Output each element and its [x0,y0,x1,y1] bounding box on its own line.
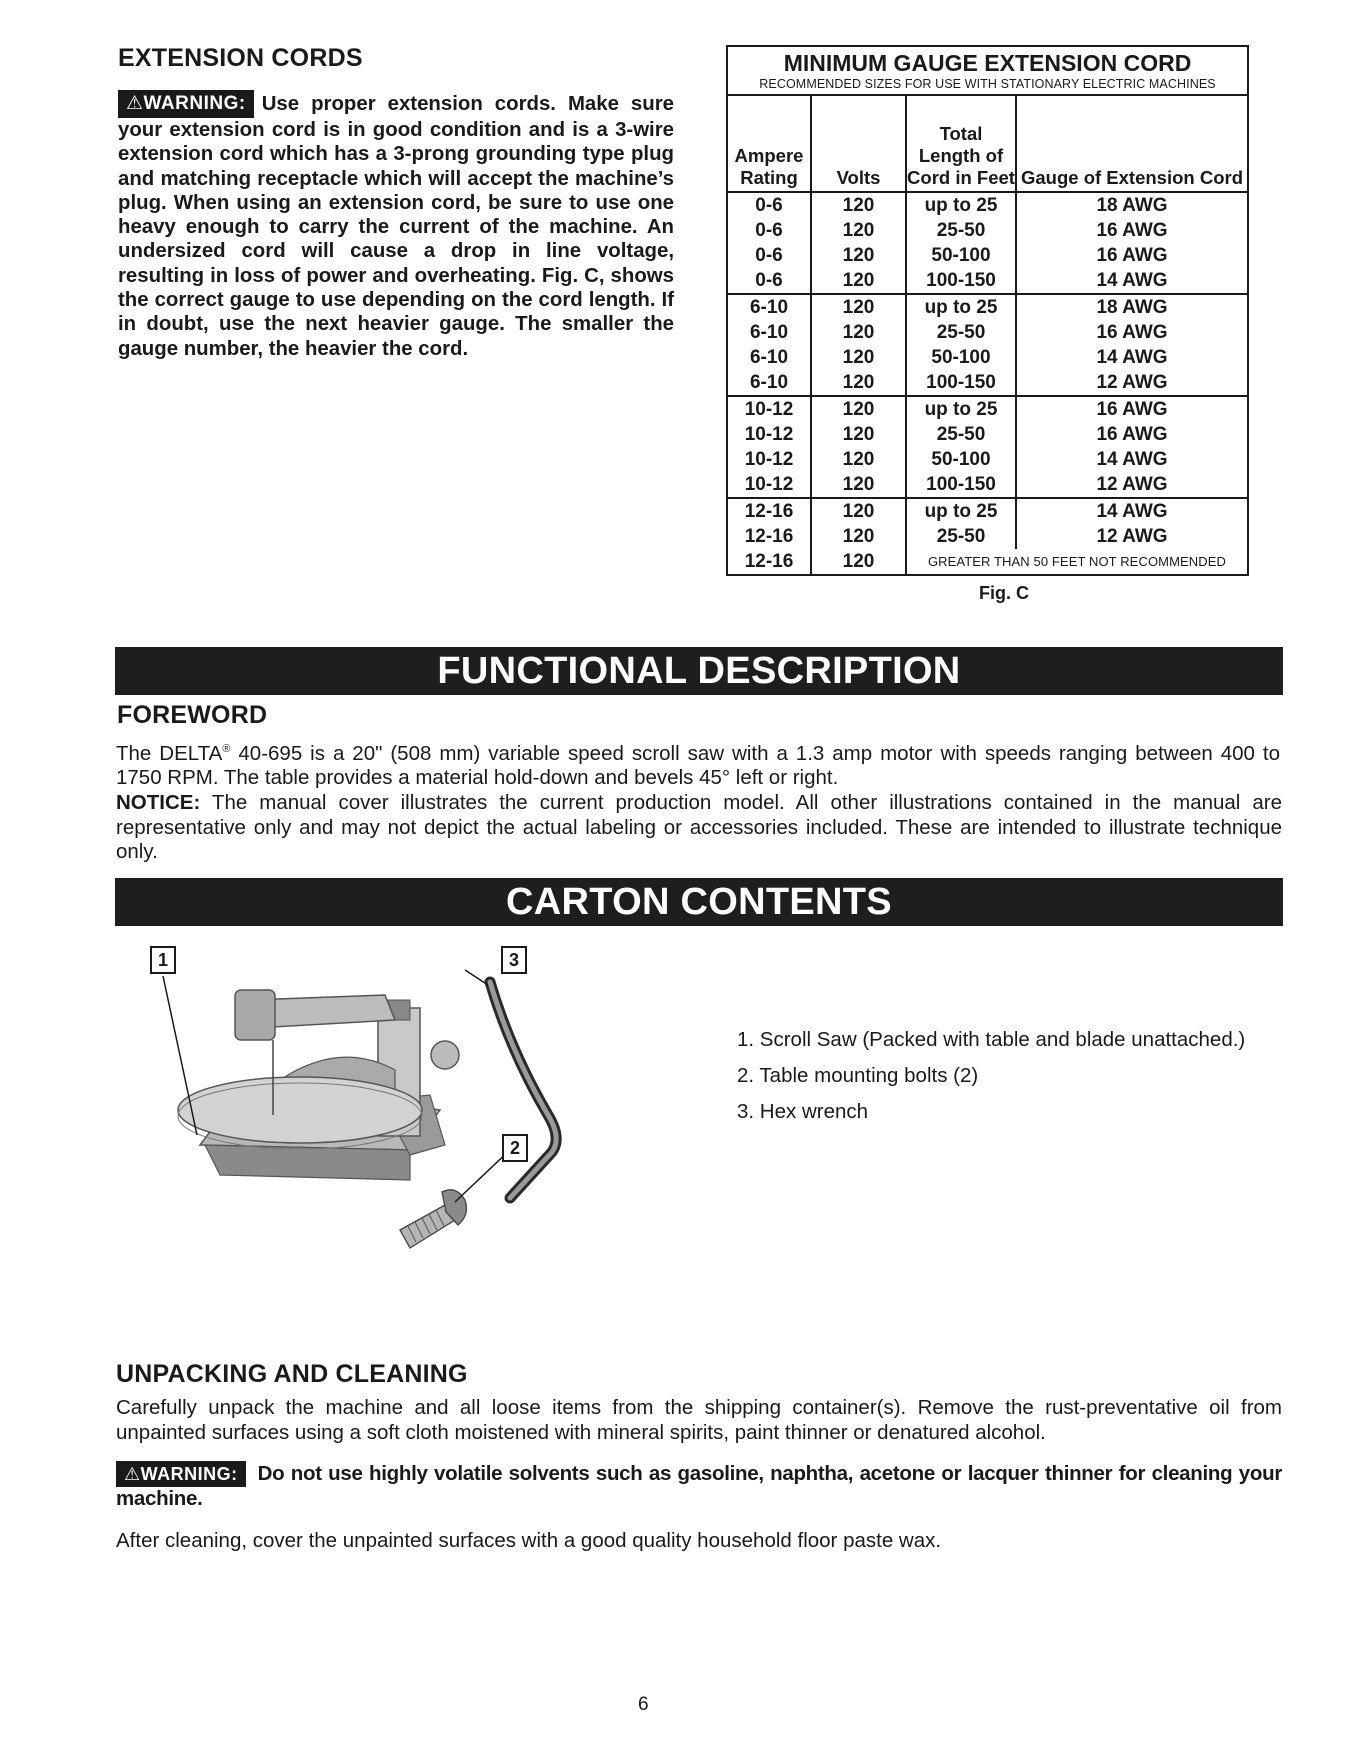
table-cell: 16 AWG [1096,322,1168,343]
table-cell: 0-6 [728,268,812,293]
notice-paragraph [116,791,1282,865]
table-cell: 6-10 [728,320,812,345]
table-row [728,243,1247,268]
notice-text: The manual cover illustrates the current production model. All other illustrations contained in the manual are representative only and may not depict the actual labeling or accessories included. These are intended to illustrate technique only. [116,791,1282,863]
table-cell: 10-12 [728,397,812,422]
table-cell: GREATER THAN 50 FEET NOT RECOMMENDED [927,554,1227,569]
extension-cords-heading: EXTENSION CORDS [118,44,363,72]
table-cell: up to 25 [907,397,1017,422]
table-cell: up to 25 [907,295,1017,320]
registered-mark: ® [222,743,231,755]
table-cell: 25-50 [907,422,1017,447]
unpacking-paragraph: Carefully unpack the machine and all loose items from the shipping container(s). Remove the rust-preventative oil from unpainted surfaces using a soft cloth moistened with mineral spirits, paint thinner or denatured alcohol. [116,1396,1282,1444]
table-row [728,447,1247,472]
table-cell: 0-6 [728,193,812,218]
table-cell: 100-150 [907,472,1017,497]
carton-contents-illustration [110,930,670,1260]
table-row [728,524,1247,549]
foreword-text-end: 40-695 is a 20" (508 mm) variable speed scroll saw with a 1.3 amp motor with speeds ranging between 400 to 1750 RPM. The table provides a material hold-down and bevels 45° left or right. [116,741,1280,790]
table-cell: 120 [812,268,907,293]
table-cell: up to 25 [907,193,1017,218]
gauge-table-body [728,193,1247,574]
functional-description-banner: FUNCTIONAL DESCRIPTION [115,647,1283,695]
unpacking-warning-text: Do not use highly volatile solvents such as gasoline, naphtha, acetone or lacquer thinner for cleaning your machine. [116,1462,1282,1510]
carton-item-2: 2. Table mounting bolts (2) [737,1064,979,1087]
gauge-table-group [728,295,1247,397]
table-cell: 16 AWG [1096,220,1168,241]
table-cell: 0-6 [728,243,812,268]
table-cell: 18 AWG [1096,297,1168,318]
table-cell: 10-12 [728,472,812,497]
table-cell: 120 [812,370,907,395]
table-cell: 120 [812,193,907,218]
gauge-table-group [728,397,1247,499]
table-row [728,268,1247,293]
table-row [728,193,1247,218]
table-cell: 14 AWG [1096,449,1168,470]
table-cell: 50-100 [907,447,1017,472]
table-cell: 6-10 [728,295,812,320]
table-row [728,295,1247,320]
carton-contents-banner: CARTON CONTENTS [115,878,1283,926]
callout-3: 3 [501,946,527,974]
header-length: Total Length of Cord in Feet [907,96,1017,191]
table-cell: 16 AWG [1096,399,1168,420]
table-cell: 16 AWG [1096,424,1168,445]
figure-label: Fig. C [979,583,1029,603]
unpacking-heading: UNPACKING AND CLEANING [116,1360,468,1388]
table-cell: 12 AWG [1096,526,1168,547]
table-cell: 0-6 [728,218,812,243]
foreword-heading: FOREWORD [117,701,268,729]
warning-badge-2: ⚠WARNING: [116,1461,246,1487]
table-row [728,549,1247,574]
table-cell: 25-50 [907,218,1017,243]
table-cell: 120 [812,499,907,524]
table-cell: 120 [812,397,907,422]
carton-item-1: 1. Scroll Saw (Packed with table and blade unattached.) [737,1028,1246,1051]
table-cell: 50-100 [907,345,1017,370]
speed-knob [431,1041,459,1069]
gauge-table-title: MINIMUM GAUGE EXTENSION CORD [783,50,1192,76]
extension-cords-paragraph [118,90,674,361]
callout-3-leader [465,970,488,985]
table-cell: 120 [812,243,907,268]
header-ampere: Ampere Rating [728,96,812,191]
foreword-paragraph [116,737,1280,791]
table-cell: 12 AWG [1096,474,1168,495]
extension-warning-text: Use proper extension cords. Make sure your extension cord is in good condition and is a 3-wire extension cord which has a 3-prong grounding type plug and matching receptacle which will accept the machine’s plug. When using an extension cord, be sure to use one heavy enough to carry the current of the machine. An undersized cord will cause a drop in line voltage, resulting in loss of power and overheating. Fig. C, shows the correct gauge to use depending on the cord length. If in doubt, use the next heavier gauge. The smaller the gauge number, the heavier the cord. [118,93,674,360]
table-cell: up to 25 [907,499,1017,524]
table-cell: 120 [812,447,907,472]
table-cell: 16 AWG [1096,245,1168,266]
callout-1: 1 [150,946,176,974]
after-cleaning-paragraph: After cleaning, cover the unpainted surfaces with a good quality household floor paste wax. [116,1529,942,1552]
table-cell: 25-50 [907,524,1017,549]
table-cell: 120 [812,320,907,345]
table-row [728,422,1247,447]
table-row [728,218,1247,243]
table-cell: 120 [812,345,907,370]
table-cell: 10-12 [728,422,812,447]
table-cell: 12-16 [728,549,812,574]
table-row [728,320,1247,345]
saw-table [178,1077,422,1143]
notice-label: NOTICE: [116,791,201,814]
table-cell: 14 AWG [1096,501,1168,522]
table-row [728,499,1247,524]
gauge-table [726,45,1249,576]
table-cell: 14 AWG [1096,270,1168,291]
table-row [728,397,1247,422]
table-row [728,370,1247,395]
carton-item-3: 3. Hex wrench [737,1100,869,1123]
table-cell: 12-16 [728,499,812,524]
table-cell: 25-50 [907,320,1017,345]
page-number: 6 [638,1694,649,1715]
table-row [728,345,1247,370]
table-cell: 10-12 [728,447,812,472]
header-volts: Volts [812,96,907,191]
header-gauge: Gauge of Extension Cord [1020,167,1244,188]
callout-2: 2 [502,1134,528,1162]
table-row [728,472,1247,497]
table-cell: 120 [812,218,907,243]
foreword-text-start: The DELTA [116,741,223,765]
table-cell: 100-150 [907,268,1017,293]
gauge-table-subtitle: RECOMMENDED SIZES FOR USE WITH STATIONARY ELECTRIC MACHINES [728,76,1247,96]
table-cell: 12 AWG [1096,372,1168,393]
table-cell: 50-100 [907,243,1017,268]
table-cell: 120 [812,295,907,320]
table-cell: 120 [812,524,907,549]
table-cell: 120 [812,549,907,574]
table-cell: 120 [812,472,907,497]
gauge-table-header [728,96,1247,193]
table-cell: 120 [812,422,907,447]
table-cell: 6-10 [728,345,812,370]
gauge-table-group [728,499,1247,574]
saw-base-side [205,1145,410,1180]
gauge-table-group [728,193,1247,295]
table-cell: 6-10 [728,370,812,395]
warning-badge: ⚠WARNING: [118,90,254,118]
table-cell: 12-16 [728,524,812,549]
table-cell: 14 AWG [1096,347,1168,368]
saw-head [235,990,275,1040]
unpacking-warning [116,1461,1282,1512]
table-cell: 100-150 [907,370,1017,395]
table-cell: 18 AWG [1096,195,1168,216]
